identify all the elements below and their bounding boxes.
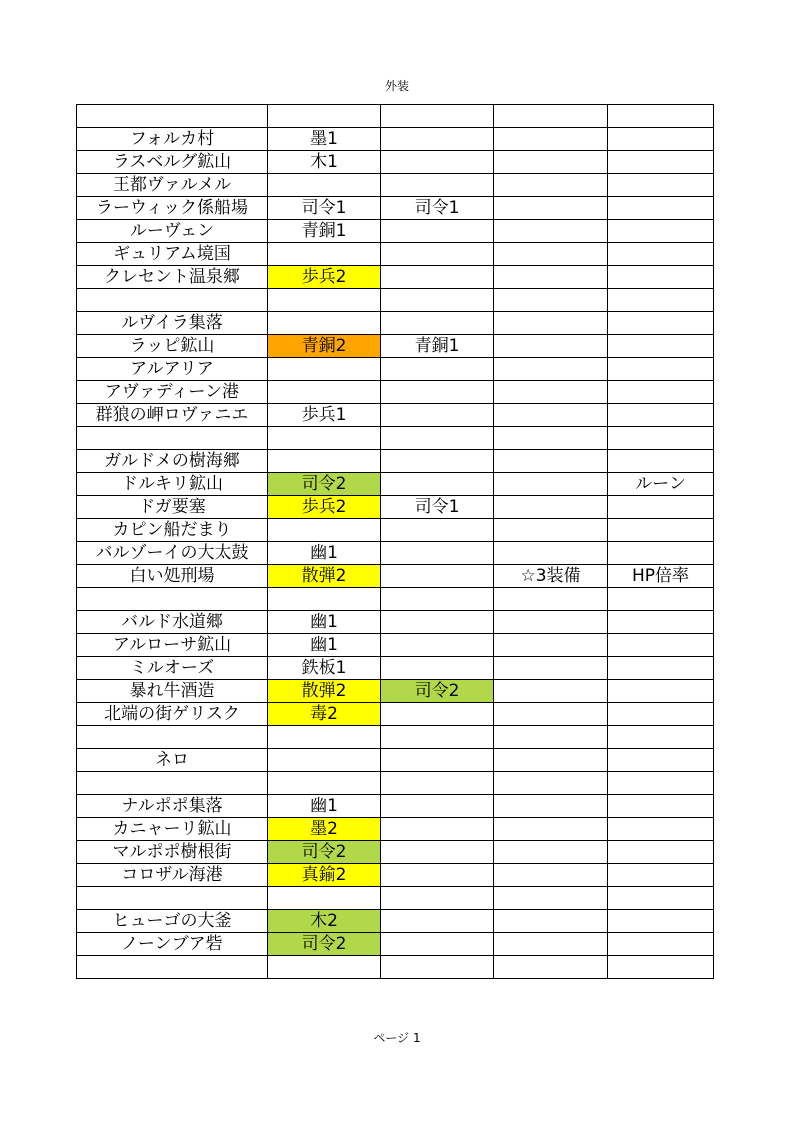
cell-location: バルド水道郷: [77, 611, 268, 634]
cell-location: 群狼の岬ロヴァニエ: [77, 404, 268, 427]
cell-material-1: 幽1: [268, 634, 381, 657]
cell-note-1: [494, 795, 608, 818]
cell-material-2: [381, 726, 494, 749]
cell-note-2: [608, 450, 714, 473]
cell-note-1: [494, 220, 608, 243]
cell-location: ノーンブア砦: [77, 933, 268, 956]
cell-location: アルローサ鉱山: [77, 634, 268, 657]
cell-location: 北端の街ゲリスク: [77, 703, 268, 726]
cell-note-1: [494, 496, 608, 519]
cell-material-2: [381, 427, 494, 450]
cell-material-1: [268, 105, 381, 128]
table-row: [77, 634, 714, 657]
table-row: [77, 266, 714, 289]
cell-material-2: [381, 749, 494, 772]
cell-material-1: 幽1: [268, 795, 381, 818]
cell-note-2: [608, 220, 714, 243]
cell-material-1: [268, 289, 381, 312]
cell-location: ヒューゴの大釜: [77, 910, 268, 933]
cell-material-1: [268, 749, 381, 772]
cell-material-1: 散弾2: [268, 565, 381, 588]
cell-note-1: [494, 243, 608, 266]
table-row: [77, 565, 714, 588]
cell-note-1: [494, 519, 608, 542]
cell-material-1: 毒2: [268, 703, 381, 726]
table-row: [77, 128, 714, 151]
cell-material-2: [381, 864, 494, 887]
cell-location: アヴァディーン港: [77, 381, 268, 404]
cell-note-2: [608, 381, 714, 404]
cell-location: カニャーリ鉱山: [77, 818, 268, 841]
cell-location: 王都ヴァルメル: [77, 174, 268, 197]
cell-material-1: 司令2: [268, 841, 381, 864]
table-row: [77, 542, 714, 565]
cell-material-1: 墨1: [268, 128, 381, 151]
table-row: [77, 450, 714, 473]
cell-note-2: [608, 427, 714, 450]
cell-material-2: [381, 542, 494, 565]
cell-material-2: [381, 795, 494, 818]
table-row: [77, 841, 714, 864]
cell-material-1: [268, 887, 381, 910]
cell-location: ラーウィック係船場: [77, 197, 268, 220]
cell-material-1: 墨2: [268, 818, 381, 841]
cell-note-2: [608, 266, 714, 289]
cell-note-2: [608, 657, 714, 680]
cell-note-2: [608, 174, 714, 197]
cell-note-1: [494, 749, 608, 772]
cell-note-2: [608, 634, 714, 657]
table-row: [77, 887, 714, 910]
cell-note-2: [608, 588, 714, 611]
cell-material-2: [381, 634, 494, 657]
table-row: [77, 519, 714, 542]
cell-location: ルヴイラ集落: [77, 312, 268, 335]
cell-material-1: [268, 358, 381, 381]
cell-note-1: [494, 588, 608, 611]
table-row: [77, 197, 714, 220]
spreadsheet-body: [77, 105, 714, 979]
cell-note-2: ルーン: [608, 473, 714, 496]
cell-note-1: [494, 703, 608, 726]
cell-material-2: [381, 473, 494, 496]
cell-note-1: [494, 864, 608, 887]
cell-location: [77, 726, 268, 749]
cell-material-2: [381, 151, 494, 174]
cell-material-1: [268, 312, 381, 335]
cell-note-1: [494, 105, 608, 128]
table-row: [77, 795, 714, 818]
cell-material-2: [381, 128, 494, 151]
table-row: [77, 358, 714, 381]
cell-material-1: [268, 956, 381, 979]
cell-note-2: [608, 818, 714, 841]
cell-note-2: [608, 887, 714, 910]
cell-material-1: 鉄板1: [268, 657, 381, 680]
cell-note-1: [494, 542, 608, 565]
cell-material-2: [381, 105, 494, 128]
table-row: [77, 749, 714, 772]
cell-note-1: [494, 450, 608, 473]
table-row: [77, 312, 714, 335]
cell-note-2: [608, 542, 714, 565]
cell-location: [77, 105, 268, 128]
cell-material-2: [381, 312, 494, 335]
cell-note-2: [608, 772, 714, 795]
cell-material-2: [381, 910, 494, 933]
cell-material-1: 司令1: [268, 197, 381, 220]
cell-material-2: [381, 887, 494, 910]
cell-note-2: [608, 841, 714, 864]
cell-material-1: 歩兵2: [268, 496, 381, 519]
cell-location: ガルドメの樹海郷: [77, 450, 268, 473]
cell-material-2: [381, 933, 494, 956]
cell-material-1: 幽1: [268, 611, 381, 634]
cell-note-2: HP倍率: [608, 565, 714, 588]
cell-material-2: [381, 381, 494, 404]
cell-material-2: [381, 289, 494, 312]
cell-material-1: 幽1: [268, 542, 381, 565]
cell-note-2: [608, 611, 714, 634]
cell-note-2: [608, 910, 714, 933]
cell-material-2: [381, 404, 494, 427]
cell-note-1: [494, 841, 608, 864]
table-row: [77, 864, 714, 887]
cell-note-2: [608, 795, 714, 818]
cell-note-2: [608, 864, 714, 887]
cell-note-2: [608, 243, 714, 266]
cell-location: [77, 887, 268, 910]
table-row: [77, 220, 714, 243]
cell-note-2: [608, 680, 714, 703]
cell-material-1: [268, 243, 381, 266]
cell-note-2: [608, 358, 714, 381]
cell-material-2: [381, 841, 494, 864]
cell-location: コロザル海港: [77, 864, 268, 887]
cell-location: バルゾーイの大太鼓: [77, 542, 268, 565]
page-header-title: 外装: [384, 79, 409, 93]
cell-note-1: [494, 887, 608, 910]
cell-material-2: 司令2: [381, 680, 494, 703]
cell-location: [77, 289, 268, 312]
cell-material-2: [381, 266, 494, 289]
cell-note-1: [494, 128, 608, 151]
cell-location: アルアリア: [77, 358, 268, 381]
cell-material-2: [381, 174, 494, 197]
cell-note-1: [494, 266, 608, 289]
table-row: [77, 335, 714, 358]
cell-note-1: [494, 473, 608, 496]
cell-material-2: 青銅1: [381, 335, 494, 358]
cell-location: ネロ: [77, 749, 268, 772]
cell-location: ドガ要塞: [77, 496, 268, 519]
cell-note-1: [494, 197, 608, 220]
cell-location: ギュリアム境国: [77, 243, 268, 266]
table-row: [77, 289, 714, 312]
table-row: [77, 496, 714, 519]
cell-note-2: [608, 404, 714, 427]
cell-note-1: [494, 634, 608, 657]
cell-material-1: 真鍮2: [268, 864, 381, 887]
cell-material-2: [381, 450, 494, 473]
page-footer-label: ページ 1: [373, 1031, 421, 1045]
table-row: [77, 151, 714, 174]
cell-note-1: [494, 151, 608, 174]
cell-location: ラッピ鉱山: [77, 335, 268, 358]
cell-note-2: [608, 496, 714, 519]
cell-note-1: [494, 772, 608, 795]
cell-material-2: [381, 220, 494, 243]
cell-note-1: [494, 335, 608, 358]
cell-note-2: [608, 749, 714, 772]
cell-material-1: 青銅1: [268, 220, 381, 243]
cell-material-1: [268, 726, 381, 749]
cell-note-1: [494, 427, 608, 450]
cell-material-1: 歩兵1: [268, 404, 381, 427]
cell-material-2: [381, 703, 494, 726]
cell-note-2: [608, 197, 714, 220]
spreadsheet-table: [76, 104, 714, 979]
cell-material-2: [381, 772, 494, 795]
table-row: [77, 680, 714, 703]
cell-material-1: 木2: [268, 910, 381, 933]
table-row: [77, 703, 714, 726]
table-row: [77, 611, 714, 634]
cell-note-2: [608, 726, 714, 749]
cell-material-2: [381, 611, 494, 634]
table-row: [77, 956, 714, 979]
cell-material-2: [381, 519, 494, 542]
cell-material-2: [381, 657, 494, 680]
cell-note-2: [608, 312, 714, 335]
cell-note-1: [494, 358, 608, 381]
cell-location: フォルカ村: [77, 128, 268, 151]
cell-location: カピン船だまり: [77, 519, 268, 542]
cell-location: ドルキリ鉱山: [77, 473, 268, 496]
cell-note-1: [494, 910, 608, 933]
table-row: [77, 772, 714, 795]
cell-note-2: [608, 335, 714, 358]
table-row: [77, 105, 714, 128]
cell-location: ナルポポ集落: [77, 795, 268, 818]
cell-note-2: [608, 105, 714, 128]
cell-note-1: [494, 174, 608, 197]
cell-note-1: [494, 404, 608, 427]
cell-note-2: [608, 956, 714, 979]
cell-material-1: 司令2: [268, 933, 381, 956]
table-row: [77, 473, 714, 496]
cell-material-1: 青銅2: [268, 335, 381, 358]
cell-note-1: [494, 657, 608, 680]
cell-location: [77, 772, 268, 795]
cell-material-2: [381, 243, 494, 266]
cell-material-1: 散弾2: [268, 680, 381, 703]
cell-location: [77, 588, 268, 611]
cell-note-2: [608, 128, 714, 151]
cell-note-1: [494, 818, 608, 841]
cell-note-1: [494, 611, 608, 634]
cell-material-1: [268, 519, 381, 542]
cell-location: ミルオーズ: [77, 657, 268, 680]
cell-material-2: [381, 818, 494, 841]
cell-note-2: [608, 151, 714, 174]
table-row: [77, 381, 714, 404]
cell-material-2: 司令1: [381, 496, 494, 519]
cell-material-2: [381, 358, 494, 381]
cell-material-2: [381, 565, 494, 588]
table-row: [77, 726, 714, 749]
cell-material-1: [268, 772, 381, 795]
cell-note-2: [608, 703, 714, 726]
cell-material-1: [268, 450, 381, 473]
cell-note-2: [608, 933, 714, 956]
cell-note-1: [494, 956, 608, 979]
cell-location: マルポポ樹根街: [77, 841, 268, 864]
table-row: [77, 174, 714, 197]
cell-location: ルーヴェン: [77, 220, 268, 243]
table-row: [77, 588, 714, 611]
table-row: [77, 404, 714, 427]
cell-location: ラスベルグ鉱山: [77, 151, 268, 174]
cell-material-2: [381, 956, 494, 979]
cell-note-2: [608, 289, 714, 312]
cell-note-1: ☆3装備: [494, 565, 608, 588]
table-row: [77, 427, 714, 450]
cell-note-1: [494, 933, 608, 956]
cell-material-2: 司令1: [381, 197, 494, 220]
cell-location: クレセント温泉郷: [77, 266, 268, 289]
table-row: [77, 910, 714, 933]
table-row: [77, 243, 714, 266]
cell-material-1: [268, 427, 381, 450]
cell-location: 白い処刑場: [77, 565, 268, 588]
cell-material-1: [268, 174, 381, 197]
cell-note-1: [494, 680, 608, 703]
cell-material-1: 司令2: [268, 473, 381, 496]
table-row: [77, 657, 714, 680]
cell-note-1: [494, 381, 608, 404]
table-row: [77, 818, 714, 841]
cell-location: 暴れ牛酒造: [77, 680, 268, 703]
cell-location: [77, 956, 268, 979]
cell-note-1: [494, 726, 608, 749]
cell-material-2: [381, 588, 494, 611]
table-row: [77, 933, 714, 956]
cell-material-1: [268, 381, 381, 404]
cell-material-1: 歩兵2: [268, 266, 381, 289]
cell-location: [77, 427, 268, 450]
cell-material-1: [268, 588, 381, 611]
cell-note-1: [494, 312, 608, 335]
cell-note-2: [608, 519, 714, 542]
cell-note-1: [494, 289, 608, 312]
cell-material-1: 木1: [268, 151, 381, 174]
